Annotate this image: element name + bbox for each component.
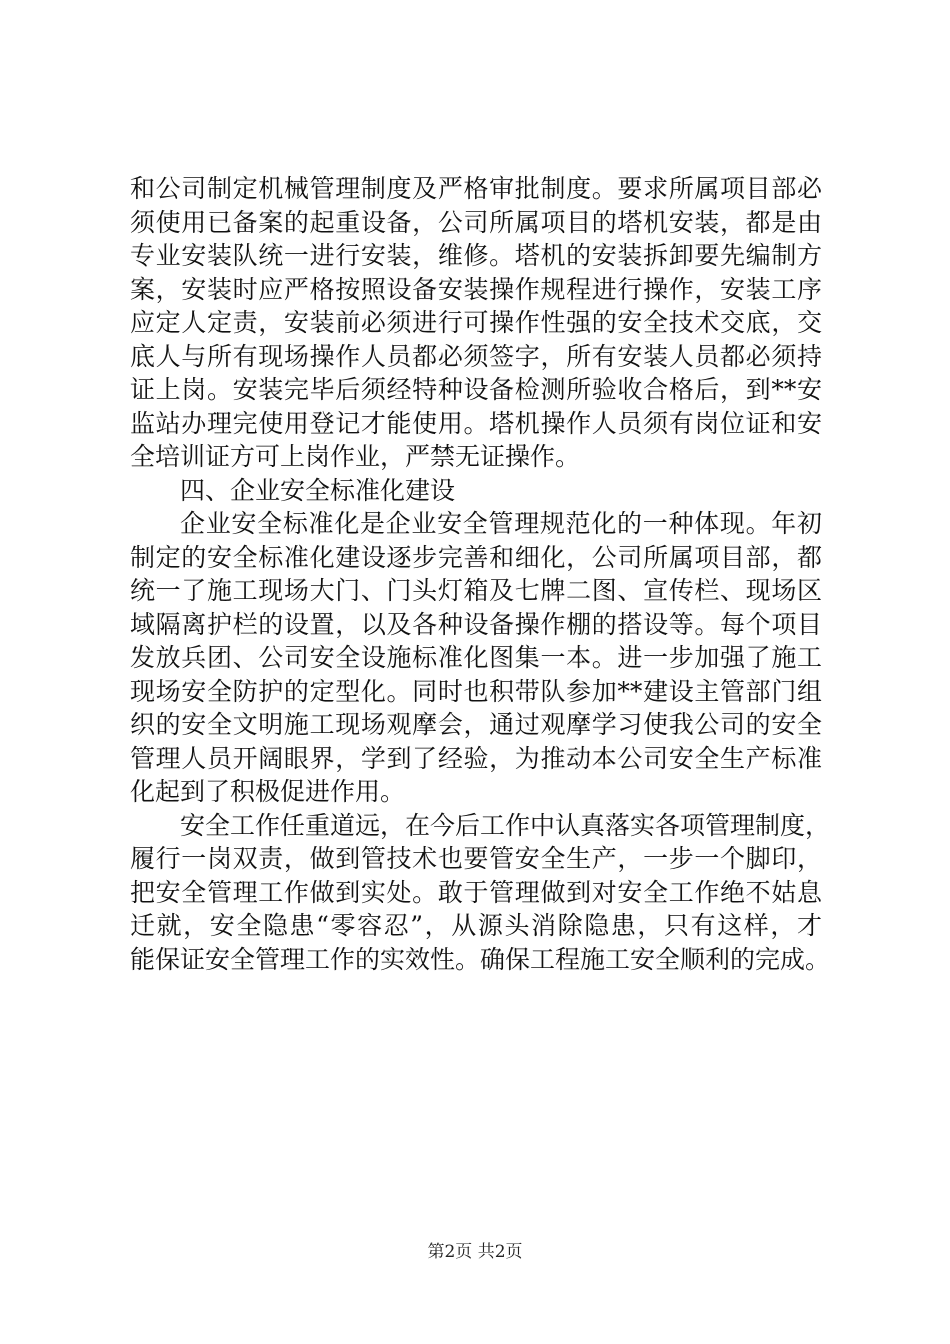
text-line: 管理人员开阔眼界，学到了经验，为推动本公司安全生产标准	[130, 743, 822, 773]
text-line: 化起到了积极促进作用。	[130, 777, 406, 806]
section-heading: 四、企业安全标准化建设	[180, 475, 456, 505]
text-line: 全培训证方可上岗作业，严禁无证操作。	[130, 442, 581, 471]
text-line: 监站办理完使用登记才能使用。塔机操作人员须有岗位证和安	[130, 408, 822, 438]
text-line: 制定的安全标准化建设逐步完善和细化，公司所属项目部，都	[130, 542, 822, 572]
text-line: 迁就，安全隐患“零容忍”，从源头消除隐患，只有这样，才	[130, 911, 822, 940]
text-line: 域隔离护栏的设置，以及各种设备操作棚的搭设等。每个项目	[130, 609, 822, 639]
text-line: 统一了施工现场大门、门头灯箱及七牌二图、宣传栏、现场区	[130, 576, 822, 605]
text-line: 发放兵团、公司安全设施标准化图集一本。进一步加强了施工	[130, 643, 822, 672]
text-line: 现场安全防护的定型化。同时也积带队参加**建设主管部门组	[130, 676, 822, 706]
text-line: 应定人定责，安装前必须进行可操作性强的安全技术交底，交	[130, 308, 822, 337]
text-line: 企业安全标准化是企业安全管理规范化的一种体现。年初	[180, 509, 822, 538]
text-line: 专业安装队统一进行安装，维修。塔机的安装拆卸要先编制方	[130, 241, 822, 270]
text-line: 和公司制定机械管理制度及严格审批制度。要求所属项目部必	[130, 174, 822, 203]
text-line: 底人与所有现场操作人员都必须签字，所有安装人员都必须持	[130, 341, 822, 371]
text-line: 须使用已备案的起重设备，公司所属项目的塔机安装，都是由	[130, 207, 822, 237]
text-line: 把安全管理工作做到实处。敢于管理做到对安全工作绝不姑息	[130, 877, 822, 907]
text-line: 织的安全文明施工现场观摩会，通过观摩学习使我公司的安全	[130, 710, 822, 739]
page-number-footer: 第2页 共2页	[427, 1242, 523, 1262]
text-line: 履行一岗双责，做到管技术也要管安全生产，一步一个脚印，	[130, 844, 822, 873]
text-line: 能保证安全管理工作的实效性。确保工程施工安全顺利的完成。	[130, 944, 831, 974]
text-line: 证上岗。安装完毕后须经特种设备检测所验收合格后，到**安	[130, 375, 822, 404]
text-line: 案，安装时应严格按照设备安装操作规程进行操作，安装工序	[130, 274, 822, 304]
document-body	[130, 172, 831, 976]
text-line: 安全工作任重道远，在今后工作中认真落实各项管理制度，	[180, 810, 831, 840]
